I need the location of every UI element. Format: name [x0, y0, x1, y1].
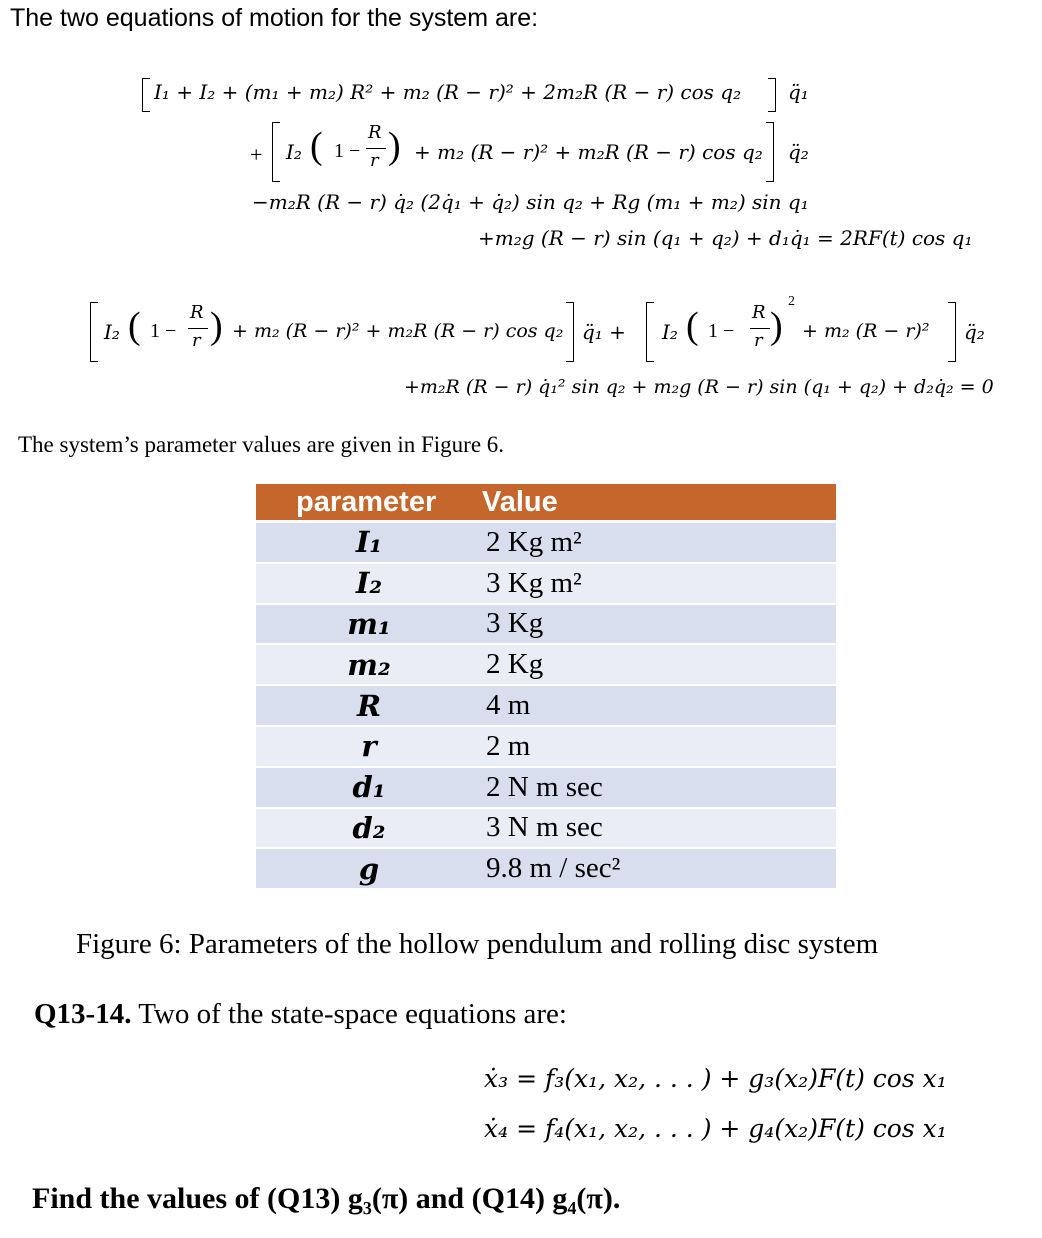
eq1-line2-plus: + — [250, 142, 263, 167]
question-heading — [34, 998, 567, 1031]
eq2-b-rest: + m₂ (R − r)² — [802, 320, 930, 342]
eq2-a-frac-num: R — [190, 302, 204, 323]
eq1-frac-den: r — [370, 150, 379, 171]
eq1-line2-rest: + m₂ (R − r)² + m₂R (R − r) cos q₂ — [414, 140, 763, 164]
table-row — [256, 563, 836, 604]
eq2-b-i2: I₂ — [662, 320, 678, 344]
eq1-line4: +m₂g (R − r) sin (q₁ + q₂) + d₁q̇₁ = 2RF(t) cos q₁ — [478, 226, 973, 250]
eq2-a-rest: + m₂ (R − r)² + m₂R (R − r) cos q₂ — [232, 320, 564, 342]
param-value: 9.8 m / sec² — [482, 848, 836, 888]
param-value: 3 N m sec — [482, 808, 836, 849]
intro-text: The two equations of motion for the system are: — [10, 4, 539, 32]
eq1-line2-i2: I₂ — [286, 140, 302, 164]
fraction-bar — [366, 148, 386, 149]
paren-open: ( — [310, 125, 323, 167]
paren-open: ( — [686, 305, 699, 347]
param-name: I₁ — [256, 522, 482, 563]
parameter-table — [256, 484, 836, 888]
bracket-right — [766, 122, 774, 182]
figure-caption: Figure 6: Parameters of the hollow pendulum and rolling disc system — [76, 928, 879, 960]
eq2-b-frac-num: R — [752, 302, 766, 323]
param-value: 2 m — [482, 726, 836, 767]
question-label: Q13-14. — [34, 998, 132, 1030]
eq1-line2-one-minus: 1 − — [334, 140, 361, 162]
param-name: m₁ — [256, 604, 482, 645]
eq2-a-i2: I₂ — [104, 320, 120, 344]
header-parameter: parameter — [256, 484, 482, 522]
eq1-line1: I₁ + I₂ + (m₁ + m₂) R² + m₂ (R − r)² + 2m₂R (R − r) cos q₂ — [154, 80, 742, 104]
table-header-row — [256, 484, 836, 522]
table-row — [256, 685, 836, 726]
eq2-b-acc: q̈₂ — [964, 320, 985, 344]
param-value: 4 m — [482, 685, 836, 726]
param-value: 2 Kg m² — [482, 522, 836, 563]
param-value: 2 N m sec — [482, 767, 836, 808]
param-name: r — [256, 726, 482, 767]
bracket-right — [948, 302, 956, 362]
question-text: Two of the state-space equations are: — [138, 998, 567, 1030]
fraction-bar — [188, 328, 208, 329]
param-name: R — [256, 685, 482, 726]
param-value: 3 Kg — [482, 604, 836, 645]
table-row — [256, 522, 836, 563]
bracket-left — [272, 122, 280, 182]
param-value: 3 Kg m² — [482, 563, 836, 604]
bracket-left — [646, 302, 654, 362]
paren-close: ) — [210, 305, 223, 347]
table-row — [256, 604, 836, 645]
paren-open: ( — [128, 305, 141, 347]
param-name: d₁ — [256, 767, 482, 808]
state-equation-x3: ẋ₃ = f₃(x₁, x₂, . . . ) + g₃(x₂)F(t) cos x₁ — [484, 1064, 947, 1093]
param-value: 2 Kg — [482, 644, 836, 685]
bracket-left — [142, 78, 150, 112]
table-row — [256, 808, 836, 849]
param-name: g — [256, 848, 482, 888]
param-name: d₂ — [256, 808, 482, 849]
table-row — [256, 767, 836, 808]
header-value: Value — [482, 484, 836, 522]
param-name: I₂ — [256, 563, 482, 604]
bracket-right — [768, 78, 776, 112]
eq1-line1-acc: q̈₁ — [788, 80, 809, 104]
bracket-right — [566, 302, 574, 362]
table-row — [256, 726, 836, 767]
paren-close: ) — [770, 305, 783, 347]
eq2-line2: +m₂R (R − r) q̇₁² sin q₂ + m₂g (R − r) sin (q₁ + q₂) + d₂q̇₂ = 0 — [404, 376, 994, 398]
eq1-line2-acc: q̈₂ — [788, 140, 809, 164]
eq2-b-exp: 2 — [788, 294, 795, 309]
eq2-b-frac-den: r — [754, 330, 763, 351]
params-intro: The system’s parameter values are given in Figure 6. — [18, 432, 505, 457]
eq2-a-acc: q̈₁ + — [582, 320, 626, 344]
state-equation-x4: ẋ₄ = f₄(x₁, x₂, . . . ) + g₄(x₂)F(t) cos x₁ — [484, 1114, 947, 1143]
table-row — [256, 644, 836, 685]
find-question: Find the values of (Q13) g₃(π) and (Q14) g₄(π). — [32, 1182, 621, 1215]
bracket-left — [90, 302, 98, 362]
eq1-line3: −m₂R (R − r) q̇₂ (2q̇₁ + q̇₂) sin q₂ + Rg (m₁ + m₂) sin q₁ — [252, 190, 809, 214]
fraction-bar — [750, 328, 770, 329]
table-row — [256, 848, 836, 888]
eq2-a-one-minus: 1 − — [150, 320, 177, 342]
paren-close: ) — [388, 125, 401, 167]
eq2-a-frac-den: r — [192, 330, 201, 351]
param-name: m₂ — [256, 644, 482, 685]
eq2-b-one-minus: 1 − — [708, 320, 735, 342]
eq1-frac-num: R — [368, 122, 382, 143]
